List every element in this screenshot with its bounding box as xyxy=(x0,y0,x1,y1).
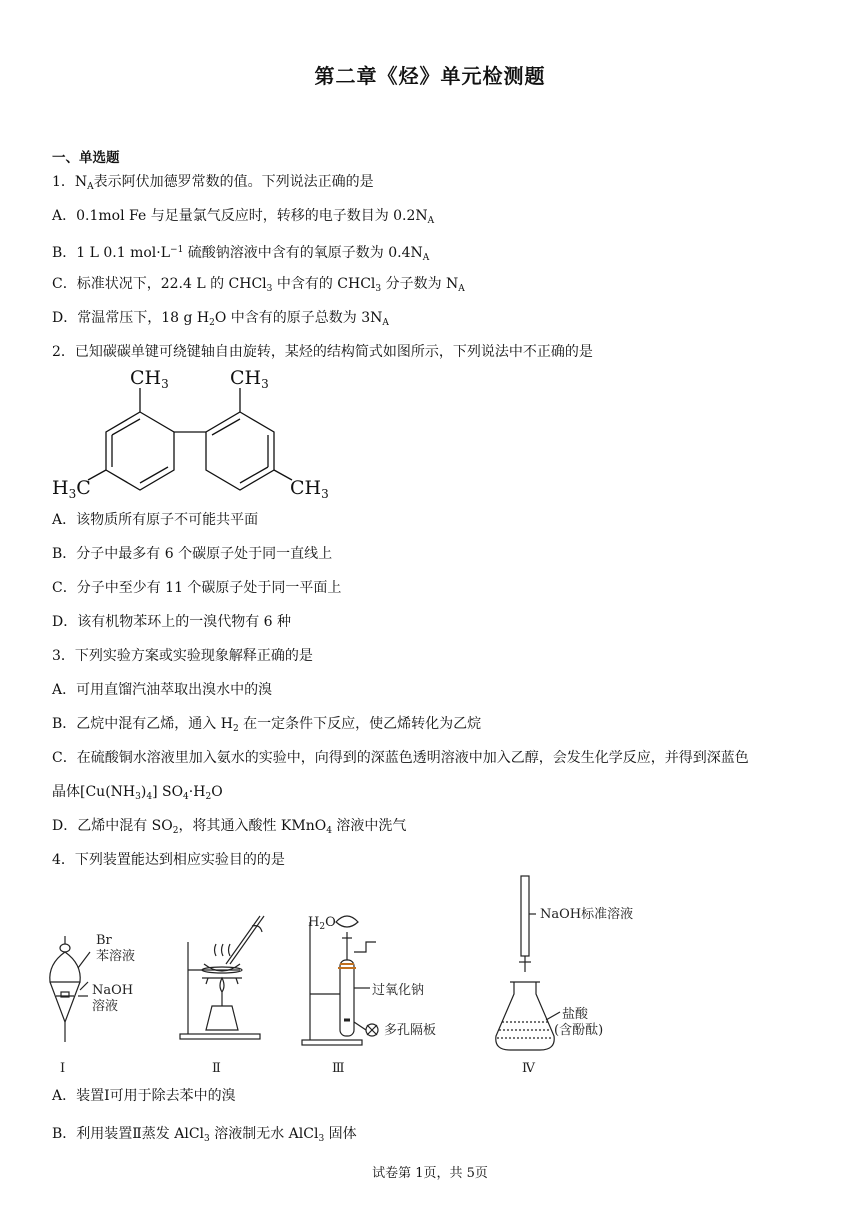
q1-option-a: A．0.1mol Fe 与足量氯气反应时，转移的电子数目为 $0.2N_A$ xyxy=(52,208,435,226)
section-heading: 一、单选题 xyxy=(52,150,120,166)
separatory-funnel-icon xyxy=(50,936,90,1042)
q2-stem: 2．已知碳碳单键可绕键轴自由旋转，某烃的结构简式如图所示，下列说法中不正确的是 xyxy=(52,344,593,360)
q2-option-c: C．分子中至少有 11 个碳原子处于同一平面上 xyxy=(52,580,342,596)
biphenyl-structure-figure xyxy=(50,366,340,500)
q3-option-a: A．可用直馏汽油萃取出溴水中的溴 xyxy=(52,682,273,698)
gas-generator-icon xyxy=(302,916,378,1045)
q1-option-d: D．常温常压下，18 g $H_2O$ 中含有的原子总数为 $3N_A$ xyxy=(52,310,389,328)
page-title: 第二章《烃》单元检测题 xyxy=(314,64,546,88)
q2-option-d: D．该有机物苯环上的一溴代物有 6 种 xyxy=(52,614,292,630)
label-br2: Br xyxy=(96,933,112,948)
q2-option-a: A．该物质所有原子不可能共平面 xyxy=(52,512,259,528)
q3-option-c-line2: 晶体$[Cu(NH_3)_4]$ $SO_4\cdot H_2O$ xyxy=(52,784,223,802)
label-roman-2: Ⅱ xyxy=(212,1061,221,1076)
label-h2o-full: $H_2O$ xyxy=(308,915,336,932)
label-roman-3: Ⅲ xyxy=(332,1061,345,1076)
h3c-label-bottom-left: $H_3C$ xyxy=(52,477,91,500)
label-roman-4: Ⅳ xyxy=(522,1061,535,1076)
q3-option-d: D．乙烯中混有 $SO_2$，将其通入酸性 KMnO$_4$ 溶液中洗气 xyxy=(52,818,407,836)
label-porous-plate: 多孔隔板 xyxy=(384,1023,437,1038)
label-phenolphthalein: (含酚酞) xyxy=(554,1023,604,1038)
q1-stem: 1．$N_A$表示阿伏加德罗常数的值。下列说法正确的是 xyxy=(52,174,374,192)
evaporating-dish-stand-icon xyxy=(180,916,264,1039)
label-sodium-peroxide: 过氧化钠 xyxy=(372,983,425,998)
ch3-label-top-right: $CH_3$ xyxy=(230,367,269,391)
q1-option-c: C．标准状况下，22.4 L 的 CHCl$_3$ 中含有的 CHCl$_3$ 分子数为 $N_A$ xyxy=(52,276,465,294)
q1-option-b: B．1 L 0.1 $mol\cdot L^{-1}$ 硫酸钠溶液中含有的氧原子数为 $0.4N_A$ xyxy=(52,245,430,263)
label-solution: 溶液 xyxy=(92,999,119,1014)
page-footer: 试卷第 1页，共 5页 xyxy=(372,1166,488,1181)
ch3-label-bottom-right: $CH_3$ xyxy=(290,477,329,500)
label-roman-1: Ⅰ xyxy=(60,1061,66,1076)
q3-option-c-line1: C．在硫酸铜水溶液里加入氨水的实验中，向得到的深蓝色透明溶液中加入乙醇，会发生化学反应，并得到深蓝色 xyxy=(52,750,749,766)
q4-stem: 4．下列装置能达到相应实验目的的是 xyxy=(52,852,285,868)
q3-option-b: B．乙烷中混有乙烯，通入 $H_2$ 在一定条件下反应，使乙烯转化为乙烷 xyxy=(52,716,482,734)
label-naoh: NaOH xyxy=(92,983,134,998)
label-benzene-solution: 苯溶液 xyxy=(96,949,136,964)
q4-option-b: B．利用装置Ⅱ蒸发 AlCl$_3$ 溶液制无水 AlCl$_3$ 固体 xyxy=(52,1126,357,1144)
apparatus-figure xyxy=(40,872,680,1080)
q4-option-a: A．装置Ⅰ可用于除去苯中的溴 xyxy=(52,1088,236,1104)
q2-option-b: B．分子中最多有 6 个碳原子处于同一直线上 xyxy=(52,546,333,562)
ch3-label-top-left: $CH_3$ xyxy=(130,367,169,391)
q3-stem: 3．下列实验方案或实验现象解释正确的是 xyxy=(52,648,313,664)
titration-burette-icon xyxy=(496,876,560,1050)
label-hcl: 盐酸 xyxy=(562,1007,589,1022)
label-naoh-standard: NaOH标准溶液 xyxy=(540,907,634,922)
